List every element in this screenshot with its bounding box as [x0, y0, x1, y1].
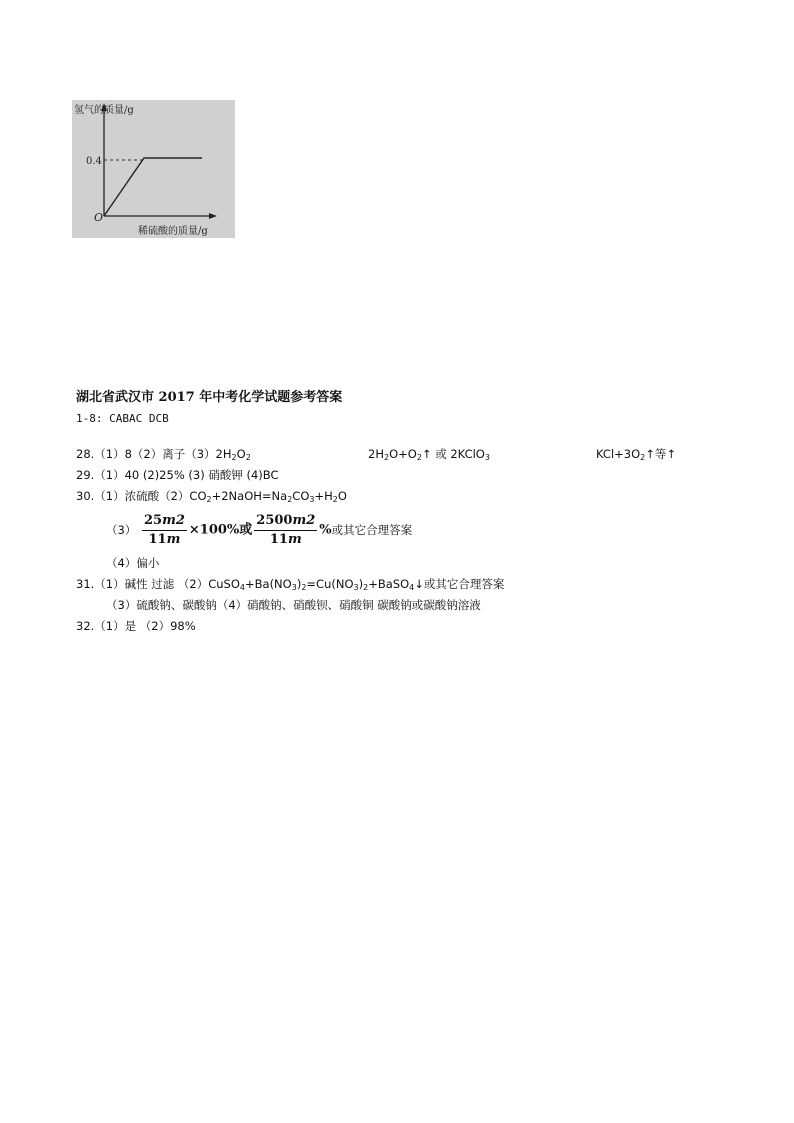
y-axis-label: 氢气的质量/g — [74, 105, 134, 116]
answer-32: 32.（1）是 （2）98% — [76, 619, 196, 633]
hydrogen-mass-graph — [72, 100, 235, 238]
answer-1-8: 1-8: CABAC DCB — [76, 412, 169, 425]
q28-part-c: $KCl+3O_2↑$等↑ — [596, 447, 677, 462]
q28-part-a: 28.（1）8（2）离子$(3)2H_2O_2$ — [76, 447, 251, 462]
answer-30-line1: 30.（1）浓硫酸$(2)CO_2+2NaOH=Na_2CO_3+H_2O$ — [76, 489, 347, 504]
doc-title: 湖北省武汉市 2017 年中考化学试题参考答案 — [76, 390, 343, 405]
fraction-1: $\frac{25m2}{11m}$ — [143, 513, 185, 547]
spacer — [76, 429, 756, 444]
answer-key — [76, 388, 756, 637]
q28-part-b: $2H_2O+O_2↑$ 或 2KClO$_3$ — [368, 447, 490, 462]
fraction-2: $\frac{2500m2}{11m}$ — [256, 513, 316, 547]
answer-29: 29.（1）40 (2)25% (3) 硝酸钾 (4)BC — [76, 468, 279, 482]
graph-svg — [72, 100, 235, 238]
y-tick-label: 0.4 — [86, 156, 102, 167]
x-axis-label: 稀硫酸的质量/g — [138, 226, 208, 237]
answer-30-part4: （4）偏小 — [106, 556, 160, 570]
answer-30-part3: （3） $\frac{25m2}{11m}$ ×100%或 $\frac{2500m2}{11m}$ %或其它合理答案 — [106, 513, 413, 547]
answer-31-line2: （3）硫酸钠、碳酸钠（4）硝酸钠、硝酸钡、硝酸铜 碳酸钠或碳酸钠溶液 — [106, 598, 481, 612]
origin-label: O — [94, 211, 104, 224]
answer-31-line1: 31.（1）碱性 过滤 $(2)CuSO_4+Ba(NO_3)_2=Cu(NO_3)_2+BaSO_4↓$或其它合理答案 — [76, 577, 505, 592]
answer-28 — [76, 444, 756, 465]
